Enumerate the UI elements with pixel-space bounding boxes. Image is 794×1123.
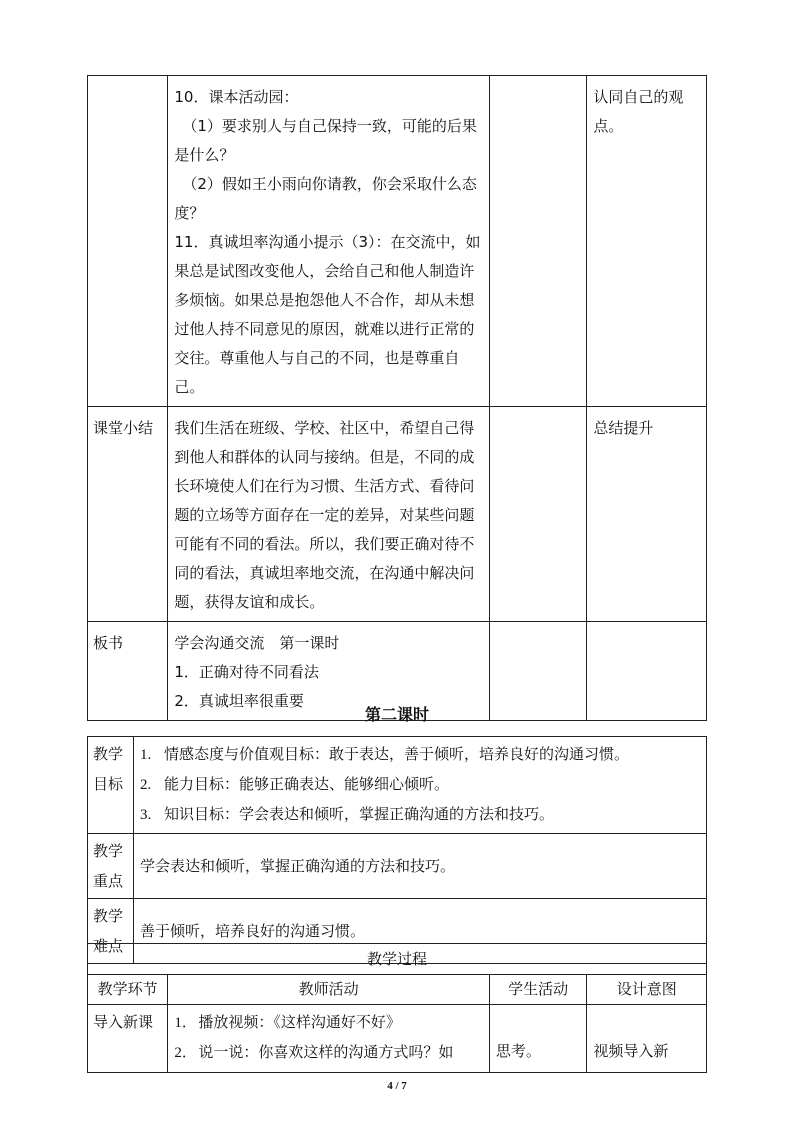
stage-cell bbox=[88, 1005, 168, 1073]
teacher-activity-cell: 1．播放视频：《这样沟通好不好》 2．说一说：你喜欢这样的沟通方式吗？如 bbox=[168, 1005, 490, 1073]
key-point-text: 学会表达和倾听，掌握正确沟通的方法和技巧。 bbox=[134, 834, 707, 899]
stage-label: 板书 bbox=[93, 634, 124, 652]
difficulty-text: 善于倾听，培养良好的沟通习惯。 bbox=[134, 899, 707, 964]
column-header: 教学环节 bbox=[88, 975, 168, 1005]
page-number: 4 / 7 bbox=[387, 1080, 407, 1092]
goal-item: 情感态度与价值观目标：敢于表达，善于倾听，培养良好的沟通习惯。 bbox=[164, 745, 630, 763]
blackboard-line: 学会沟通交流 第一课时 bbox=[174, 634, 340, 652]
design-intent-cell bbox=[587, 76, 707, 407]
activity-line: （1）要求别人与自己保持一致，可能的后果是什么？ bbox=[174, 117, 477, 164]
activity-line: 说一说：你喜欢这样的沟通方式吗？如 bbox=[198, 1043, 454, 1061]
table-row bbox=[88, 737, 707, 834]
table-row bbox=[88, 834, 707, 899]
goals-label: 教学目标 bbox=[88, 737, 134, 834]
stage-cell bbox=[88, 76, 168, 407]
process-title: 教学过程 bbox=[88, 944, 707, 975]
design-intent-cell bbox=[587, 407, 707, 622]
table-row bbox=[88, 407, 707, 622]
stage-label: 导入新课 bbox=[93, 1013, 154, 1031]
student-activity-cell bbox=[489, 407, 586, 622]
objectives-table bbox=[87, 736, 707, 964]
column-header: 设计意图 bbox=[587, 975, 707, 1005]
activity-line: 播放视频：《这样沟通好不好》 bbox=[198, 1013, 401, 1031]
section-heading: 第二课时 bbox=[364, 705, 429, 724]
table-row bbox=[88, 1005, 707, 1073]
activity-line: 10．课本活动园： bbox=[174, 88, 299, 106]
goals-cell: 1. 情感态度与价值观目标：敢于表达，善于倾听，培养良好的沟通习惯。 2. 能力目标：能够正确表达、能够细心倾听。 3. 知识目标：学会表达和倾听，掌握正确沟通的方法和技巧。 bbox=[134, 737, 707, 834]
design-intent-text: 总结提升 bbox=[593, 419, 654, 437]
design-intent-text: 认同自己的观点。 bbox=[593, 88, 684, 135]
stage-label: 课堂小结 bbox=[93, 419, 154, 437]
column-header: 学生活动 bbox=[489, 975, 586, 1005]
student-activity-cell bbox=[489, 1005, 586, 1073]
summary-text: 我们生活在班级、学校、社区中，希望自己得到他人和群体的认同与接纳。但是，不同的成长环境使人们在行为习惯、生活方式、看待问题的立场等方面存在一定的差异，对某些问题可能有不同的看法。所以，我们要正确对待不同的看法，真诚坦率地交流，在沟通中解决问题，获得友谊和成长。 bbox=[174, 419, 475, 611]
activity-line: （2）假如王小雨向你请教，你会采取什么态度？ bbox=[174, 175, 477, 222]
design-intent-cell bbox=[587, 1005, 707, 1073]
blackboard-line: 1．正确对待不同看法 bbox=[174, 663, 319, 681]
student-activity-text: 思考。 bbox=[495, 1042, 541, 1060]
table-row bbox=[88, 944, 707, 975]
student-activity-cell bbox=[489, 76, 586, 407]
key-point-label: 教学重点 bbox=[88, 834, 134, 899]
goal-item: 知识目标：学会表达和倾听，掌握正确沟通的方法和技巧。 bbox=[164, 805, 555, 823]
difficulty-label: 教学难点 bbox=[88, 899, 134, 964]
table-row bbox=[88, 76, 707, 407]
goal-item: 能力目标：能够正确表达、能够细心倾听。 bbox=[164, 775, 450, 793]
lesson-plan-table-continued bbox=[87, 75, 707, 721]
activity-line: 11．真诚坦率沟通小提示（3）：在交流中，如果总是试图改变他人，会给自己和他人制造许多烦恼。如果总是抱怨他人不合作，却从未想过他人持不同意见的原因，就难以进行正常的交往。尊重他人与自己的不同，也是尊重自己。 bbox=[174, 233, 481, 396]
blackboard-line: 2．真诚坦率很重要 bbox=[174, 692, 304, 710]
stage-cell bbox=[88, 407, 168, 622]
teacher-activity-cell bbox=[168, 407, 490, 622]
table-header-row bbox=[88, 975, 707, 1005]
design-intent-text: 视频导入新 bbox=[593, 1042, 669, 1060]
teacher-activity-cell bbox=[168, 76, 490, 407]
column-header: 教师活动 bbox=[168, 975, 490, 1005]
teaching-process-table bbox=[87, 943, 707, 1073]
